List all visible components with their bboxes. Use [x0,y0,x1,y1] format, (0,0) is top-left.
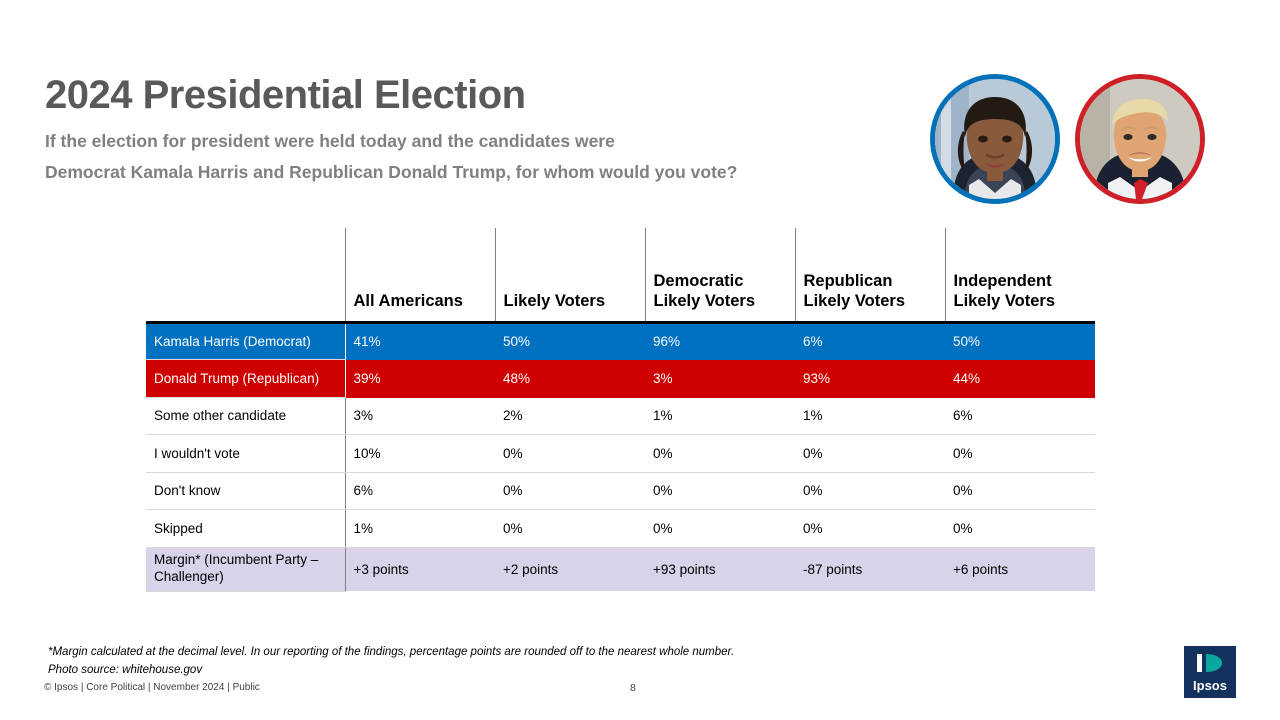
page-title: 2024 Presidential Election [45,73,526,117]
footnote-margin-note: *Margin calculated at the decimal level. In our reporting of the findings, percentage points are rounded off to the nearest whole number. [48,646,735,658]
cell-margin-independent: +6 points [945,547,1095,591]
cell-harris-likely-voters: 50% [495,322,645,360]
kamala-harris-photo [930,74,1060,204]
cell-skipped-republican: 0% [795,510,945,548]
cell-other-all-americans: 3% [345,397,495,435]
row-label-dont-know: Don't know [146,472,345,510]
column-header-blank [146,228,345,322]
row-label-kamala-harris: Kamala Harris (Democrat) [146,322,345,360]
cell-other-republican: 1% [795,397,945,435]
cell-trump-democratic: 3% [645,360,795,398]
cell-dont-know-likely-voters: 0% [495,472,645,510]
cell-harris-independent: 50% [945,322,1095,360]
subtitle-line-1: If the election for president were held today and the candidates were [45,131,615,151]
row-label-skipped: Skipped [146,510,345,548]
cell-wouldnt-vote-independent: 0% [945,435,1095,473]
svg-text:Ipsos: Ipsos [1193,678,1227,693]
column-header-likely-voters: Likely Voters [495,228,645,322]
cell-skipped-all-americans: 1% [345,510,495,548]
poll-table-container [146,228,1095,592]
cell-margin-likely-voters: +2 points [495,547,645,591]
subtitle-line-2: Democrat Kamala Harris and Republican Donald Trump, for whom would you vote? [45,161,738,182]
ipsos-logo [1184,646,1236,698]
page-number: 8 [630,682,636,694]
cell-trump-likely-voters: 48% [495,360,645,398]
cell-harris-republican: 6% [795,322,945,360]
table-row [146,547,1095,591]
cell-dont-know-republican: 0% [795,472,945,510]
row-label-some-other-candidate: Some other candidate [146,397,345,435]
cell-other-independent: 6% [945,397,1095,435]
cell-dont-know-democratic: 0% [645,472,795,510]
cell-dont-know-all-americans: 6% [345,472,495,510]
page-subtitle [45,126,737,187]
cell-skipped-democratic: 0% [645,510,795,548]
row-label-donald-trump: Donald Trump (Republican) [146,360,345,398]
column-header-all-americans: All Americans [345,228,495,322]
column-header-republican-likely-voters: Republican Likely Voters [795,228,945,322]
copyright-line: © Ipsos | Core Political | November 2024 | Public [44,682,260,693]
table-row [146,435,1095,473]
table-row [146,322,1095,360]
cell-trump-all-americans: 39% [345,360,495,398]
cell-harris-democratic: 96% [645,322,795,360]
cell-other-democratic: 1% [645,397,795,435]
column-header-independent-likely-voters: Independent Likely Voters [945,228,1095,322]
cell-trump-republican: 93% [795,360,945,398]
table-header-row [146,228,1095,322]
cell-skipped-independent: 0% [945,510,1095,548]
row-label-i-wouldnt-vote: I wouldn't vote [146,435,345,473]
cell-wouldnt-vote-likely-voters: 0% [495,435,645,473]
poll-table [146,228,1095,592]
cell-harris-all-americans: 41% [345,322,495,360]
cell-skipped-likely-voters: 0% [495,510,645,548]
cell-other-likely-voters: 2% [495,397,645,435]
cell-wouldnt-vote-republican: 0% [795,435,945,473]
footnote-photo-source: Photo source: whitehouse.gov [48,664,203,676]
table-row [146,360,1095,398]
column-header-democratic-likely-voters: Democratic Likely Voters [645,228,795,322]
cell-dont-know-independent: 0% [945,472,1095,510]
cell-wouldnt-vote-democratic: 0% [645,435,795,473]
donald-trump-photo [1075,74,1205,204]
cell-margin-democratic: +93 points [645,547,795,591]
cell-wouldnt-vote-all-americans: 10% [345,435,495,473]
cell-trump-independent: 44% [945,360,1095,398]
cell-margin-republican: -87 points [795,547,945,591]
table-row [146,397,1095,435]
row-label-margin: Margin* (Incumbent Party – Challenger) [146,547,345,591]
table-row [146,472,1095,510]
cell-margin-all-americans: +3 points [345,547,495,591]
table-row [146,510,1095,548]
